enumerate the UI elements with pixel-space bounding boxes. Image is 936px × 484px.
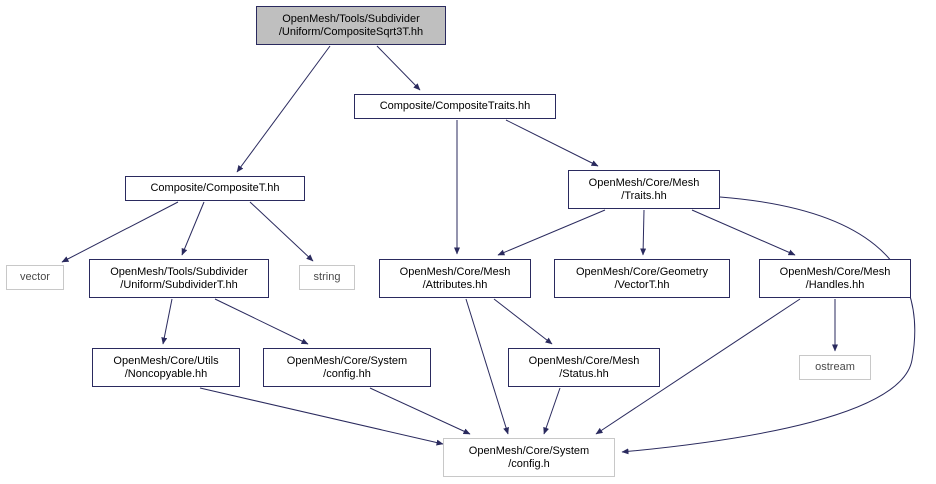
graph-node-label: /Traits.hh	[621, 189, 667, 202]
graph-edge	[182, 202, 204, 255]
graph-node-handles[interactable]	[759, 259, 911, 298]
graph-node-label: /Noncopyable.hh	[124, 367, 208, 380]
graph-edge	[643, 210, 644, 255]
graph-node-status[interactable]	[508, 348, 660, 387]
graph-edge	[498, 210, 605, 255]
graph-edge	[237, 46, 330, 172]
graph-node-label: OpenMesh/Tools/Subdivider	[110, 265, 248, 278]
graph-edge	[622, 197, 915, 452]
graph-node-vectort[interactable]	[554, 259, 730, 298]
graph-node-label: OpenMesh/Tools/Subdivider	[282, 12, 420, 25]
graph-node-label: OpenMesh/Core/System	[468, 444, 590, 457]
graph-node-label: OpenMesh/Core/Utils	[113, 354, 219, 367]
graph-edge	[692, 210, 795, 255]
graph-edge	[163, 299, 172, 344]
graph-node-string[interactable]	[299, 265, 355, 290]
graph-edge	[250, 202, 313, 261]
graph-node-vector[interactable]	[6, 265, 64, 290]
graph-edge	[200, 388, 443, 444]
graph-node-label: ostream	[815, 361, 855, 373]
graph-node-composite_t[interactable]	[125, 176, 305, 201]
graph-node-label: /Attributes.hh	[422, 278, 488, 291]
graph-node-label: string	[313, 271, 341, 283]
graph-edge	[377, 46, 420, 90]
graph-node-label: Composite/CompositeTraits.hh	[379, 100, 531, 112]
graph-edge	[215, 299, 308, 344]
graph-node-mesh_traits[interactable]	[568, 170, 720, 209]
graph-node-config_h[interactable]	[443, 438, 615, 477]
graph-node-label: OpenMesh/Core/Mesh	[779, 265, 891, 278]
graph-node-label: /Uniform/SubdividerT.hh	[120, 278, 238, 291]
graph-node-label: OpenMesh/Core/Mesh	[528, 354, 640, 367]
graph-node-label: /config.hh	[323, 367, 371, 380]
graph-node-attributes[interactable]	[379, 259, 531, 298]
graph-node-label: /Uniform/CompositeSqrt3T.hh	[278, 25, 424, 38]
graph-node-ostream[interactable]	[799, 355, 871, 380]
graph-edge	[544, 388, 560, 434]
graph-node-label: OpenMesh/Core/Geometry	[575, 265, 709, 278]
graph-node-root[interactable]	[256, 6, 446, 45]
graph-node-label: vector	[20, 271, 50, 283]
graph-node-label: /Handles.hh	[805, 278, 865, 291]
graph-node-label: OpenMesh/Core/Mesh	[588, 176, 700, 189]
graph-node-label: Composite/CompositeT.hh	[150, 182, 280, 194]
graph-node-subdivider_t[interactable]	[89, 259, 269, 298]
graph-node-composite_traits[interactable]	[354, 94, 556, 119]
graph-node-label: OpenMesh/Core/Mesh	[399, 265, 511, 278]
graph-node-noncopyable[interactable]	[92, 348, 240, 387]
graph-node-label: OpenMesh/Core/System	[286, 354, 408, 367]
graph-edge	[62, 202, 178, 262]
graph-node-label: /config.h	[508, 457, 550, 470]
graph-node-label: /VectorT.hh	[614, 278, 670, 291]
graph-edge	[506, 120, 598, 166]
graph-node-label: /Status.hh	[559, 367, 609, 380]
graph-edge	[370, 388, 470, 434]
graph-node-config_hh[interactable]	[263, 348, 431, 387]
graph-edge	[466, 299, 508, 434]
graph-edge	[494, 299, 552, 344]
